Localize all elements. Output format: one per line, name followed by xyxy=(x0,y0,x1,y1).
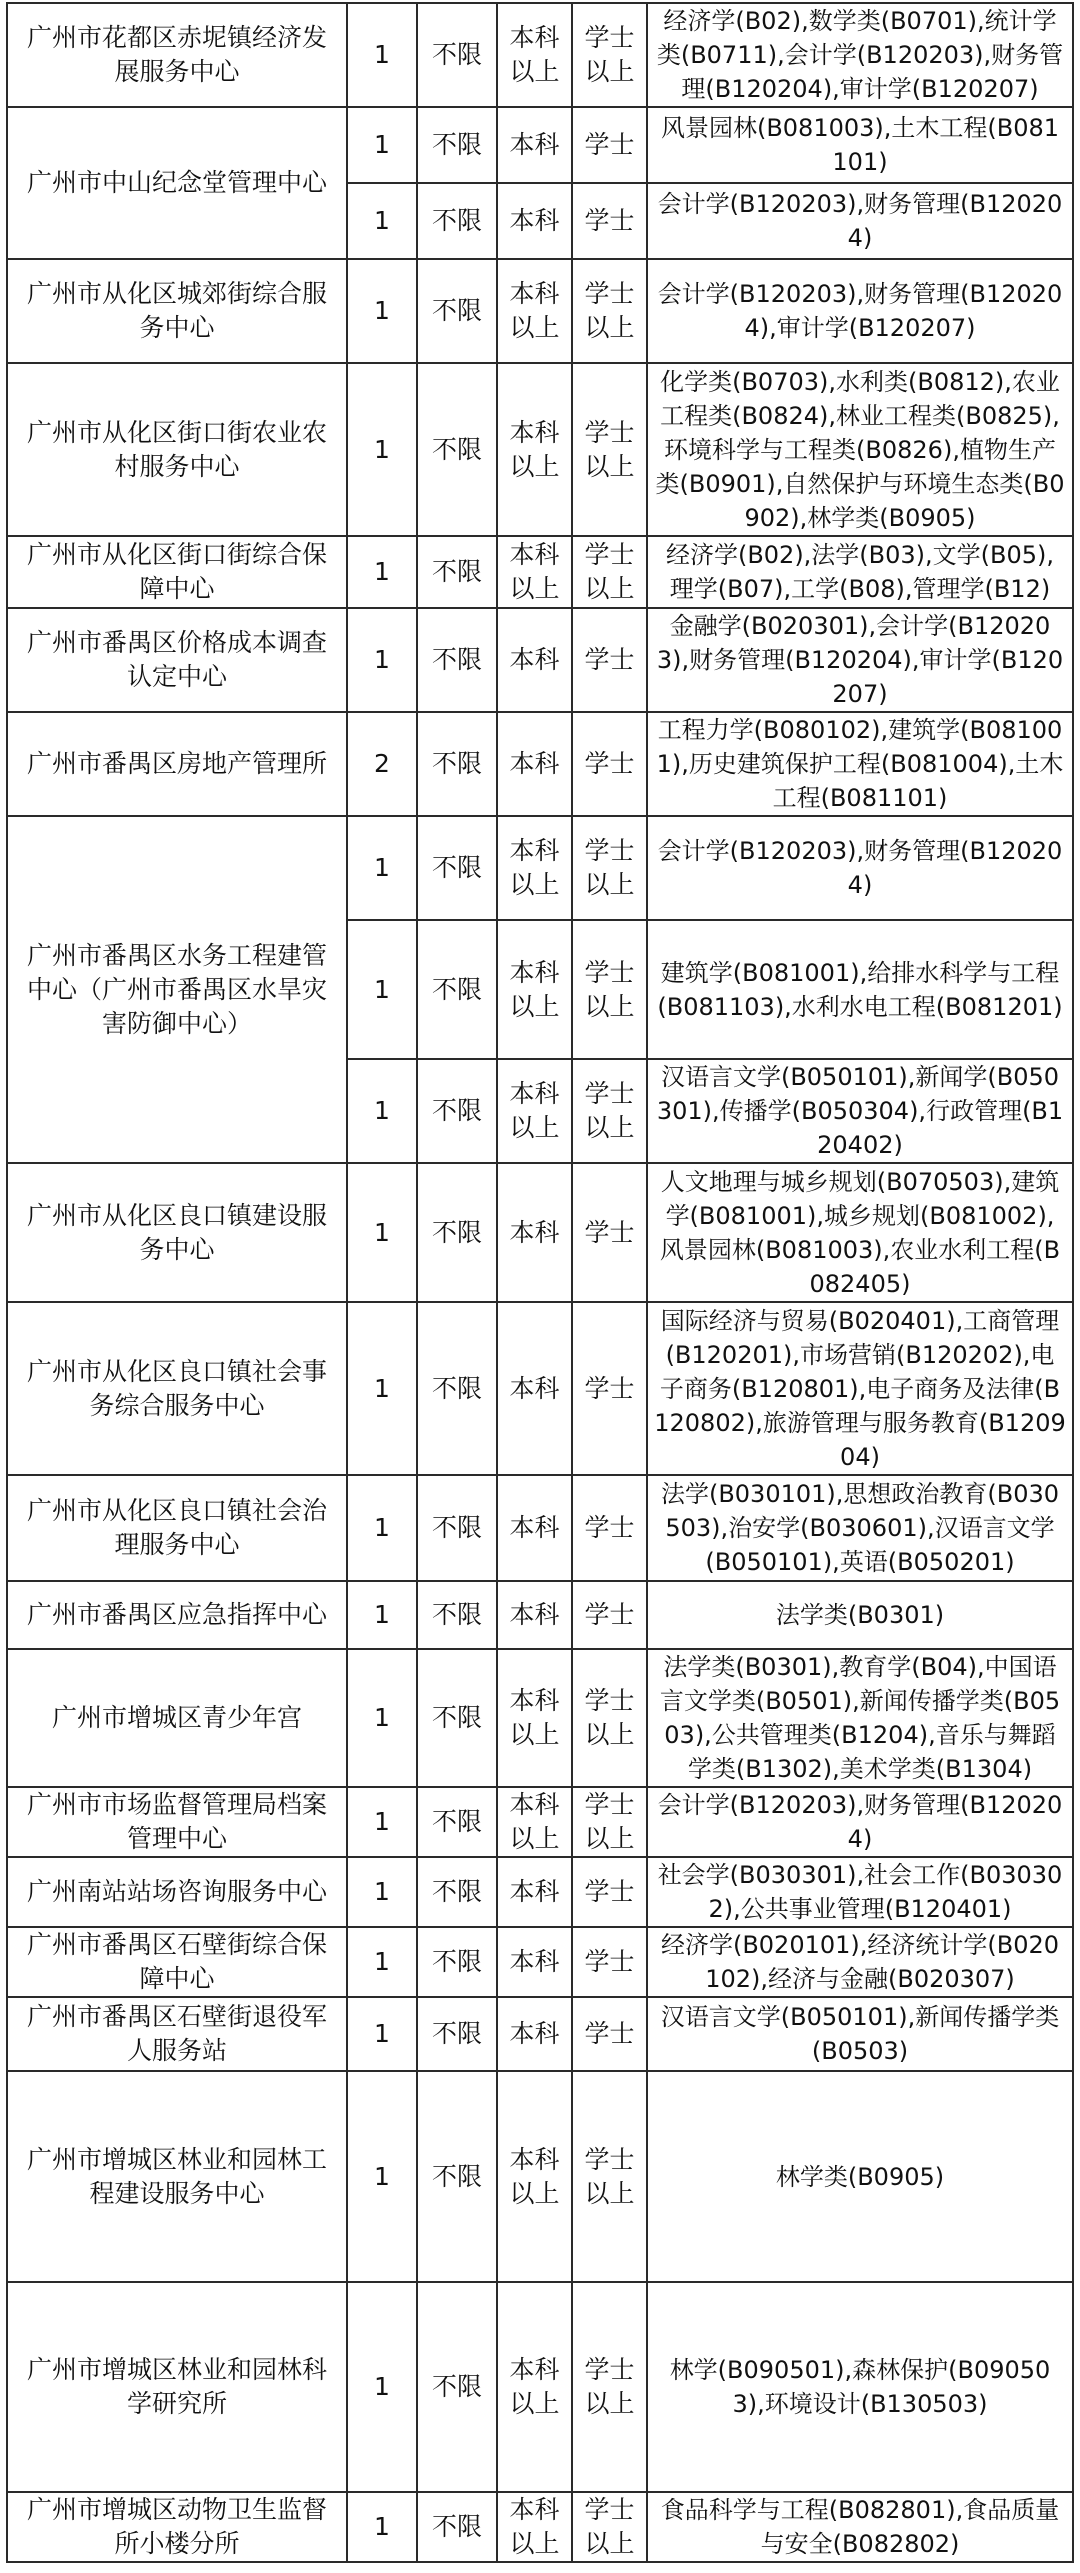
age-limit: 不限 xyxy=(417,363,497,536)
unit-name: 广州南站站场咨询服务中心 xyxy=(7,1857,347,1927)
headcount: 1 xyxy=(347,363,417,536)
degree: 学士以上 xyxy=(572,1059,647,1163)
education: 本科 xyxy=(497,1857,572,1927)
age-limit: 不限 xyxy=(417,920,497,1059)
unit-name: 广州市番禺区应急指挥中心 xyxy=(7,1581,347,1649)
table-row xyxy=(7,2492,1073,2562)
degree: 学士以上 xyxy=(572,363,647,536)
headcount: 1 xyxy=(347,183,417,259)
headcount: 1 xyxy=(347,1857,417,1927)
headcount: 1 xyxy=(347,1997,417,2071)
table-row xyxy=(7,107,1073,183)
unit-name: 广州市从化区良口镇社会事务综合服务中心 xyxy=(7,1302,347,1475)
major: 经济学(B020101),经济统计学(B020102),经济与金融(B020307) xyxy=(647,1927,1073,1997)
age-limit: 不限 xyxy=(417,1581,497,1649)
unit-name: 广州市从化区城郊街综合服务中心 xyxy=(7,259,347,363)
age-limit: 不限 xyxy=(417,1059,497,1163)
degree: 学士以上 xyxy=(572,3,647,107)
degree: 学士 xyxy=(572,1302,647,1475)
table-row xyxy=(7,712,1073,816)
headcount: 1 xyxy=(347,1059,417,1163)
table-row xyxy=(7,1302,1073,1475)
age-limit: 不限 xyxy=(417,1927,497,1997)
table-row xyxy=(7,816,1073,920)
age-limit: 不限 xyxy=(417,107,497,183)
degree: 学士 xyxy=(572,608,647,712)
unit-name: 广州市从化区良口镇建设服务中心 xyxy=(7,1163,347,1302)
degree: 学士 xyxy=(572,1857,647,1927)
table-row xyxy=(7,1581,1073,1649)
table-row xyxy=(7,1649,1073,1787)
education: 本科 xyxy=(497,1302,572,1475)
age-limit: 不限 xyxy=(417,2071,497,2282)
degree: 学士以上 xyxy=(572,1787,647,1857)
major: 风景园林(B081003),土木工程(B081101) xyxy=(647,107,1073,183)
major: 金融学(B020301),会计学(B120203),财务管理(B120204),审计学(B120207) xyxy=(647,608,1073,712)
education: 本科 xyxy=(497,712,572,816)
age-limit: 不限 xyxy=(417,1475,497,1581)
degree: 学士 xyxy=(572,712,647,816)
degree: 学士 xyxy=(572,183,647,259)
headcount: 1 xyxy=(347,107,417,183)
major: 化学类(B0703),水利类(B0812),农业工程类(B0824),林业工程类(B0825),环境科学与工程类(B0826),植物生产类(B0901),自然保护与环境生态类(B0902),林学类(B0905) xyxy=(647,363,1073,536)
table-row xyxy=(7,259,1073,363)
headcount: 1 xyxy=(347,536,417,608)
unit-name: 广州市市场监督管理局档案管理中心 xyxy=(7,1787,347,1857)
education: 本科 xyxy=(497,1163,572,1302)
age-limit: 不限 xyxy=(417,608,497,712)
education: 本科以上 xyxy=(497,1787,572,1857)
education: 本科以上 xyxy=(497,363,572,536)
education: 本科 xyxy=(497,608,572,712)
degree: 学士以上 xyxy=(572,2071,647,2282)
major: 林学类(B0905) xyxy=(647,2071,1073,2282)
age-limit: 不限 xyxy=(417,536,497,608)
table-row xyxy=(7,1787,1073,1857)
degree: 学士 xyxy=(572,1163,647,1302)
education: 本科以上 xyxy=(497,2282,572,2492)
headcount: 1 xyxy=(347,259,417,363)
major: 食品科学与工程(B082801),食品质量与安全(B082802) xyxy=(647,2492,1073,2562)
table-row xyxy=(7,363,1073,536)
major: 会计学(B120203),财务管理(B120204),审计学(B120207) xyxy=(647,259,1073,363)
education: 本科以上 xyxy=(497,2071,572,2282)
unit-name: 广州市从化区街口街综合保障中心 xyxy=(7,536,347,608)
table-row xyxy=(7,1163,1073,1302)
table-row xyxy=(7,608,1073,712)
table-row xyxy=(7,1857,1073,1927)
unit-name: 广州市番禺区石壁街综合保障中心 xyxy=(7,1927,347,1997)
unit-name: 广州市从化区良口镇社会治理服务中心 xyxy=(7,1475,347,1581)
unit-name: 广州市番禺区价格成本调查认定中心 xyxy=(7,608,347,712)
education: 本科以上 xyxy=(497,536,572,608)
degree: 学士 xyxy=(572,1475,647,1581)
headcount: 1 xyxy=(347,1649,417,1787)
headcount: 1 xyxy=(347,608,417,712)
major: 社会学(B030301),社会工作(B030302),公共事业管理(B120401) xyxy=(647,1857,1073,1927)
major: 建筑学(B081001),给排水科学与工程(B081103),水利水电工程(B081201) xyxy=(647,920,1073,1059)
major: 法学类(B0301) xyxy=(647,1581,1073,1649)
headcount: 1 xyxy=(347,2071,417,2282)
degree: 学士 xyxy=(572,107,647,183)
degree: 学士以上 xyxy=(572,920,647,1059)
table-row xyxy=(7,1997,1073,2071)
headcount: 1 xyxy=(347,1787,417,1857)
headcount: 1 xyxy=(347,1581,417,1649)
education: 本科 xyxy=(497,1581,572,1649)
major: 国际经济与贸易(B020401),工商管理(B120201),市场营销(B120202),电子商务(B120801),电子商务及法律(B120802),旅游管理与服务教育(B120904) xyxy=(647,1302,1073,1475)
age-limit: 不限 xyxy=(417,1302,497,1475)
degree: 学士 xyxy=(572,1927,647,1997)
age-limit: 不限 xyxy=(417,1163,497,1302)
major: 工程力学(B080102),建筑学(B081001),历史建筑保护工程(B081004),土木工程(B081101) xyxy=(647,712,1073,816)
unit-name: 广州市增城区动物卫生监督所小楼分所 xyxy=(7,2492,347,2562)
headcount: 1 xyxy=(347,920,417,1059)
education: 本科以上 xyxy=(497,259,572,363)
table-row xyxy=(7,3,1073,107)
education: 本科以上 xyxy=(497,1649,572,1787)
education: 本科 xyxy=(497,183,572,259)
recruitment-table xyxy=(6,2,1074,2563)
age-limit: 不限 xyxy=(417,1857,497,1927)
education: 本科 xyxy=(497,1927,572,1997)
age-limit: 不限 xyxy=(417,712,497,816)
education: 本科 xyxy=(497,1997,572,2071)
unit-name: 广州市番禺区房地产管理所 xyxy=(7,712,347,816)
headcount: 1 xyxy=(347,1927,417,1997)
unit-name: 广州市增城区林业和园林科学研究所 xyxy=(7,2282,347,2492)
major: 会计学(B120203),财务管理(B120204) xyxy=(647,183,1073,259)
unit-name: 广州市番禺区石壁街退役军人服务站 xyxy=(7,1997,347,2071)
degree: 学士 xyxy=(572,1581,647,1649)
age-limit: 不限 xyxy=(417,183,497,259)
degree: 学士 xyxy=(572,1997,647,2071)
education: 本科 xyxy=(497,1475,572,1581)
table-row xyxy=(7,1927,1073,1997)
major: 人文地理与城乡规划(B070503),建筑学(B081001),城乡规划(B081002),风景园林(B081003),农业水利工程(B082405) xyxy=(647,1163,1073,1302)
age-limit: 不限 xyxy=(417,1997,497,2071)
major: 汉语言文学(B050101),新闻学(B050301),传播学(B050304),行政管理(B120402) xyxy=(647,1059,1073,1163)
age-limit: 不限 xyxy=(417,3,497,107)
education: 本科以上 xyxy=(497,2492,572,2562)
headcount: 1 xyxy=(347,2282,417,2492)
headcount: 1 xyxy=(347,816,417,920)
table-row xyxy=(7,2282,1073,2492)
headcount: 1 xyxy=(347,1302,417,1475)
major: 会计学(B120203),财务管理(B120204) xyxy=(647,1787,1073,1857)
education: 本科以上 xyxy=(497,3,572,107)
age-limit: 不限 xyxy=(417,1649,497,1787)
education: 本科以上 xyxy=(497,816,572,920)
headcount: 1 xyxy=(347,3,417,107)
unit-name: 广州市花都区赤坭镇经济发展服务中心 xyxy=(7,3,347,107)
degree: 学士以上 xyxy=(572,2282,647,2492)
major: 汉语言文学(B050101),新闻传播学类(B0503) xyxy=(647,1997,1073,2071)
age-limit: 不限 xyxy=(417,259,497,363)
education: 本科以上 xyxy=(497,1059,572,1163)
table-row xyxy=(7,1475,1073,1581)
unit-name: 广州市从化区街口街农业农村服务中心 xyxy=(7,363,347,536)
major: 会计学(B120203),财务管理(B120204) xyxy=(647,816,1073,920)
headcount: 1 xyxy=(347,1475,417,1581)
degree: 学士以上 xyxy=(572,816,647,920)
age-limit: 不限 xyxy=(417,2282,497,2492)
age-limit: 不限 xyxy=(417,2492,497,2562)
major: 法学类(B0301),教育学(B04),中国语言文学类(B0501),新闻传播学类(B0503),公共管理类(B1204),音乐与舞蹈学类(B1302),美术学类(B1304) xyxy=(647,1649,1073,1787)
education: 本科以上 xyxy=(497,920,572,1059)
age-limit: 不限 xyxy=(417,1787,497,1857)
headcount: 1 xyxy=(347,1163,417,1302)
major: 法学(B030101),思想政治教育(B030503),治安学(B030601),汉语言文学(B050101),英语(B050201) xyxy=(647,1475,1073,1581)
education: 本科 xyxy=(497,107,572,183)
unit-name: 广州市中山纪念堂管理中心 xyxy=(7,107,347,259)
headcount: 1 xyxy=(347,2492,417,2562)
degree: 学士以上 xyxy=(572,259,647,363)
headcount: 2 xyxy=(347,712,417,816)
age-limit: 不限 xyxy=(417,816,497,920)
degree: 学士以上 xyxy=(572,2492,647,2562)
unit-name: 广州市增城区林业和园林工程建设服务中心 xyxy=(7,2071,347,2282)
table-row xyxy=(7,536,1073,608)
degree: 学士以上 xyxy=(572,1649,647,1787)
degree: 学士以上 xyxy=(572,536,647,608)
major: 经济学(B02),数学类(B0701),统计学类(B0711),会计学(B120203),财务管理(B120204),审计学(B120207) xyxy=(647,3,1073,107)
table-row xyxy=(7,2071,1073,2282)
unit-name: 广州市番禺区水务工程建管中心（广州市番禺区水旱灾害防御中心） xyxy=(7,816,347,1163)
unit-name: 广州市增城区青少年宫 xyxy=(7,1649,347,1787)
major: 经济学(B02),法学(B03),文学(B05),理学(B07),工学(B08),管理学(B12) xyxy=(647,536,1073,608)
major: 林学(B090501),森林保护(B090503),环境设计(B130503) xyxy=(647,2282,1073,2492)
